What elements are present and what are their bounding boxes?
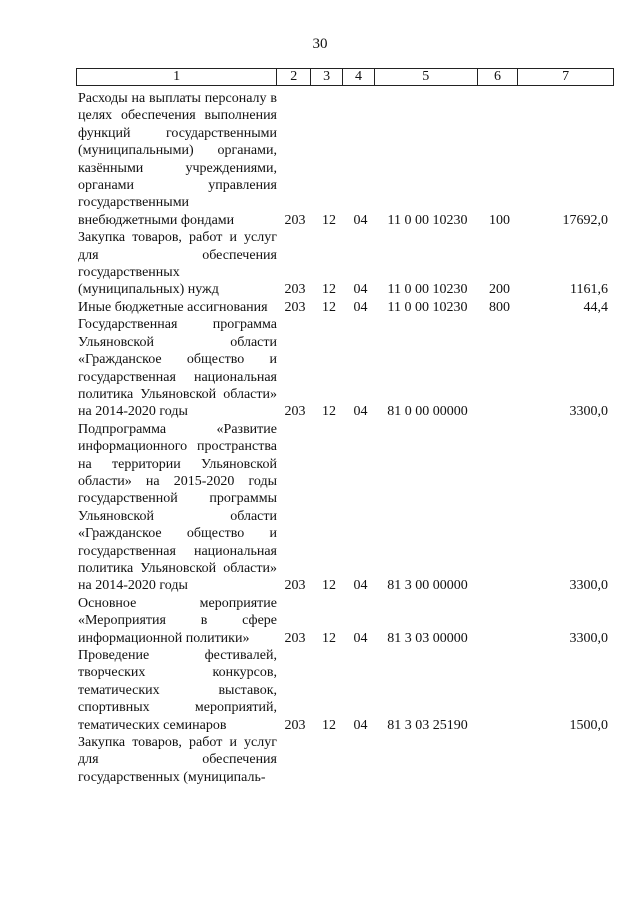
row-col-4: 04 [353,404,368,420]
table-header [76,68,614,86]
row-col-7: 3300,0 [569,630,608,646]
row-col-3: 12 [322,630,336,646]
row-col-6: 800 [489,299,510,315]
row-col-4: 04 [353,212,368,228]
header-col-4: 4 [343,69,375,85]
row-col-5: 81 3 00 00000 [387,578,468,594]
row-col-6: 200 [489,282,510,298]
table-row [78,229,608,299]
row-col-7: 44,4 [583,299,608,315]
row-col-5: 11 0 00 10230 [387,299,468,315]
row-col-3: 12 [322,299,336,315]
row-description: Иные бюджетные ассигнования [78,299,268,315]
row-col-7: 1161,6 [570,282,608,298]
row-col-5: 81 3 03 25190 [387,717,468,733]
row-description: Государственная программа Ульяновской области «Гражданское общество и государственная национальная политика Ульяновской области» на 2014-2020 годы [78,317,277,420]
header-col-6: 6 [478,69,519,85]
row-col-3: 12 [322,404,336,420]
row-col-3: 12 [322,282,336,298]
table-row [78,90,608,229]
row-col-7: 3300,0 [569,404,608,420]
header-col-7: 7 [562,69,570,84]
row-col-2: 203 [284,717,306,733]
row-col-2: 203 [284,404,306,420]
row-col-2: 203 [284,212,306,228]
row-col-4: 04 [353,299,368,315]
row-col-4: 04 [353,578,368,594]
row-col-7: 1500,0 [569,717,608,733]
row-description: Закупка товаров, работ и услуг для обеспечения государственных (муниципаль- [78,735,277,785]
row-col-7: 17692,0 [562,212,608,228]
row-col-4: 04 [353,630,368,646]
row-description: Основное мероприятие «Мероприятия в сфере информационной политики» [78,595,277,646]
row-col-5: 81 3 03 00000 [387,630,468,646]
budget-table [78,90,608,786]
row-col-2: 203 [284,299,306,315]
row-description: Проведение фестивалей, творческих конкурсов, тематических выставок, спортивных мероприятий, тематических семинаров [78,648,277,733]
header-col-1: 1 [77,69,277,85]
row-col-3: 12 [322,578,336,594]
header-col-2: 2 [277,69,311,85]
row-col-7: 3300,0 [569,578,608,594]
row-description: Расходы на выплаты персоналу в целях обеспечения выполнения функций государственными (муниципальными) органами, казёнными учреждениями, органами управления государственными внебюджетными фондами [78,91,277,228]
row-description: Подпрограмма «Развитие информационного пространства на территории Ульяновской области» на 2015-2020 годы государственной программы Ульяновской области «Гражданское общество и государственная национальная политика Ульяновской области» на 2014-2020 годы [78,421,277,594]
table-row [78,595,608,647]
row-col-5: 81 0 00 00000 [387,404,468,420]
row-col-5: 11 0 00 10230 [387,212,468,228]
table-row [78,647,608,734]
table-row [78,316,608,420]
header-col-3: 3 [311,69,343,85]
row-col-5: 11 0 00 10230 [387,282,468,298]
row-col-3: 12 [322,717,336,733]
page-number: 30 [312,36,328,52]
row-col-2: 203 [284,578,306,594]
row-col-2: 203 [284,630,306,646]
table-row [78,299,608,316]
row-col-3: 12 [322,212,336,228]
row-col-2: 203 [284,282,306,298]
row-col-6: 100 [489,212,510,228]
row-col-4: 04 [353,282,368,298]
row-col-4: 04 [353,717,368,733]
header-col-5: 5 [375,69,478,85]
table-row [78,421,608,595]
row-description: Закупка товаров, работ и услуг для обеспечения государственных (муниципальных) нужд [78,230,277,298]
table-row [78,734,608,786]
